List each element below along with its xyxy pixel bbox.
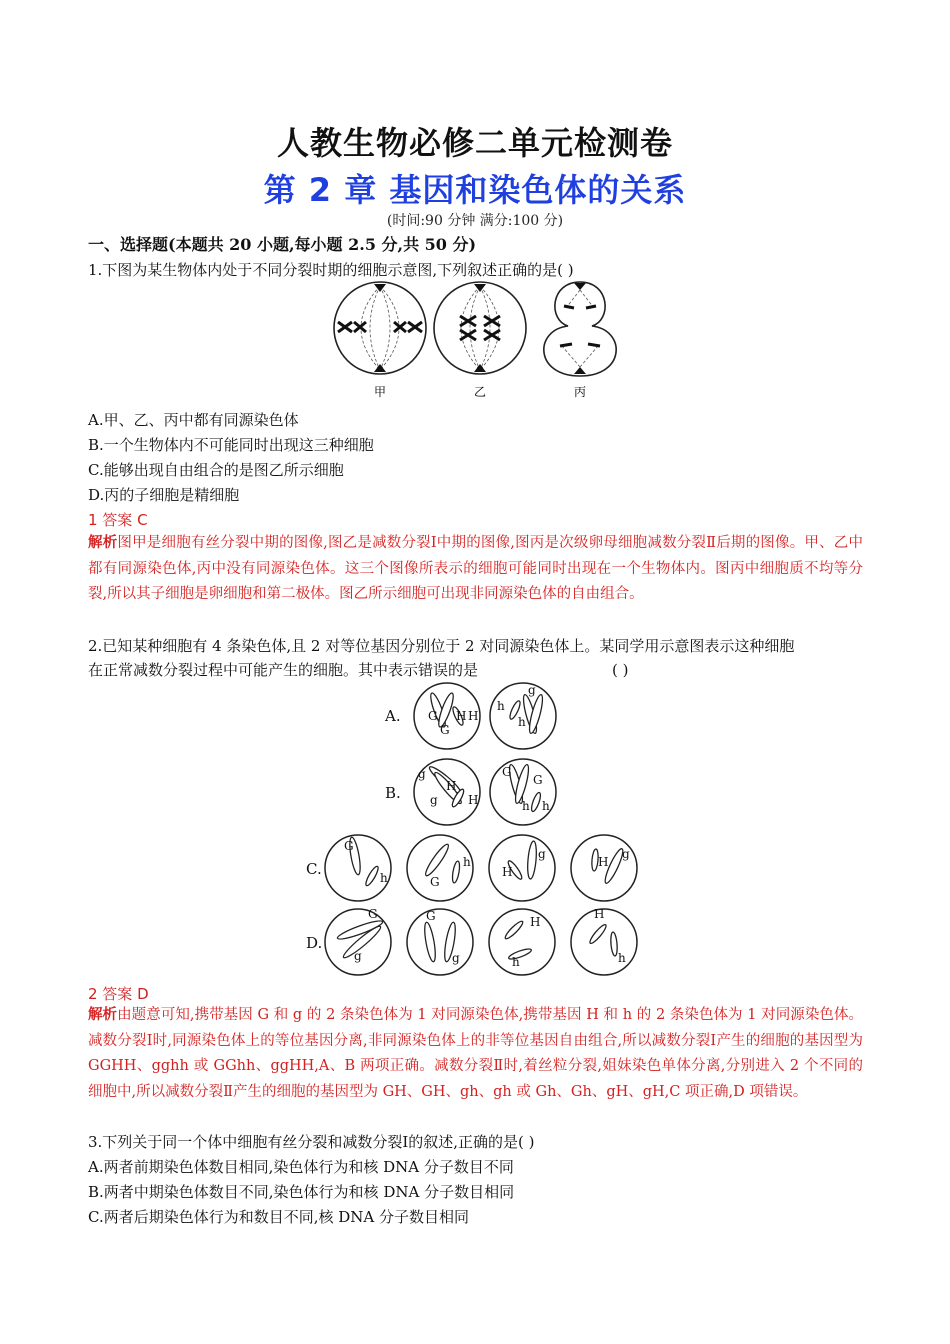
q1-option-a: A.甲、乙、丙中都有同源染色体: [88, 411, 299, 429]
fig-option-c: C.: [306, 860, 322, 878]
exam-meta: (时间:90 分钟 满分:100 分): [386, 213, 564, 229]
gene-label: h: [380, 871, 388, 885]
gene-label: h: [463, 855, 471, 869]
q1-stem: 1.下图为某生物体内处于不同分裂时期的细胞示意图,下列叙述正确的是( ): [88, 261, 574, 279]
fig-label-jia: 甲: [374, 385, 387, 399]
gene-label: H: [446, 779, 457, 793]
q2-stem-line1: 2.已知某种细胞有 4 条染色体,且 2 对等位基因分别位于 2 对同源染色体上。某同学用示意图表示这种细胞: [88, 637, 795, 655]
gene-label: g: [528, 683, 536, 697]
gene-label: G: [502, 765, 512, 779]
gene-label: H: [468, 793, 479, 807]
gene-label: G: [430, 875, 440, 889]
gene-label: h: [618, 951, 626, 965]
gene-label: g: [418, 767, 426, 781]
gene-label: G: [344, 839, 354, 853]
cell-bing: [544, 282, 616, 376]
q3-option-b: B.两者中期染色体数目不同,染色体行为和核 DNA 分子数目相同: [88, 1183, 515, 1201]
gene-label: h: [512, 955, 520, 969]
gene-label: H: [456, 709, 467, 723]
q2-stem-paren: ( ): [612, 661, 629, 679]
gene-label: H: [598, 855, 609, 869]
gene-label: h: [542, 799, 550, 813]
q1-cell-figure: [330, 278, 630, 403]
q1-option-b: B.一个生物体内不可能同时出现这三种细胞: [88, 436, 374, 454]
gene-label: G: [428, 709, 438, 723]
gene-label: H: [530, 915, 541, 929]
q3-option-c: C.两者后期染色体行为和数目不同,核 DNA 分子数目相同: [88, 1208, 470, 1226]
q1-analysis: 解析图甲是细胞有丝分裂中期的图像,图乙是减数分裂Ⅰ中期的图像,图丙是次级卵母细胞减数分裂Ⅱ后期的图像。甲、乙中都有同源染色体,丙中没有同源染色体。这三个图像所表示的细胞可能同时出现在一个生物体内。图丙中细胞质不均等分裂,所以其子细胞是卵细胞和第二极体。图乙所示细胞可出现非同源染色体的自由组合。: [88, 535, 863, 602]
q3-option-a: A.两者前期染色体数目相同,染色体行为和核 DNA 分子数目不同: [88, 1158, 514, 1176]
q1-answer: 1 答案 C: [88, 511, 148, 529]
chapter-title: 第 2 章 基因和染色体的关系: [263, 171, 687, 209]
section-heading: 一、选择题(本题共 20 小题,每小题 2.5 分,共 50 分): [88, 235, 477, 254]
document-title: 人教生物必修二单元检测卷: [276, 124, 673, 162]
fig-option-b: B.: [385, 784, 401, 802]
gene-label: g: [452, 951, 460, 965]
fig-option-a: A.: [385, 707, 401, 725]
q1-option-d: D.丙的子细胞是精细胞: [88, 486, 240, 504]
gene-label: h: [522, 799, 530, 813]
gene-label: g: [538, 847, 546, 861]
q2-analysis: 解析由题意可知,携带基因 G 和 g 的 2 条染色体为 1 对同源染色体,携带基因 H 和 h 的 2 条染色体为 1 对同源染色体。减数分裂Ⅰ时,同源染色体上的等位基因分离,非同源染色体上的非等位基因自由组合,所以减数分裂Ⅰ产生的细胞的基因型为 GGHH、gghh 或 GGhh、ggHH,A、B 两项正确。减数分裂Ⅱ时,着丝粒分裂,姐妹染色单体分离,分别进入 2 个不同的细胞中,所以减数分裂Ⅱ产生的细胞的基因型为 GH、GH、gh、gh 或 Gh、Gh、gH、gH,C 项正确,D 项错误。: [88, 1007, 864, 1100]
q2-stem-line2: 在正常减数分裂过程中可能产生的细胞。其中表示错误的是: [88, 661, 479, 679]
gene-label: h: [518, 715, 526, 729]
fig-option-d: D.: [306, 934, 323, 952]
gene-label: H: [594, 907, 605, 921]
gene-label: g: [354, 949, 362, 963]
gene-label: g: [622, 847, 630, 861]
q2-options-figure: [300, 680, 650, 980]
gene-label: H: [502, 865, 513, 879]
q1-option-c: C.能够出现自由组合的是图乙所示细胞: [88, 461, 344, 479]
gene-label: G: [368, 907, 378, 921]
gene-label: G: [426, 909, 436, 923]
fig-label-bing: 丙: [574, 385, 587, 399]
q2-answer: 2 答案 D: [88, 985, 149, 1003]
cell-jia: [334, 282, 426, 374]
gene-label: G: [533, 773, 543, 787]
fig-label-yi: 乙: [474, 385, 487, 399]
cell-yi: [434, 282, 526, 374]
gene-label: g: [430, 793, 438, 807]
q3-stem: 3.下列关于同一个体中细胞有丝分裂和减数分裂Ⅰ的叙述,正确的是( ): [88, 1133, 535, 1151]
gene-label: G: [440, 723, 450, 737]
gene-label: H: [468, 709, 479, 723]
gene-label: h: [497, 699, 505, 713]
